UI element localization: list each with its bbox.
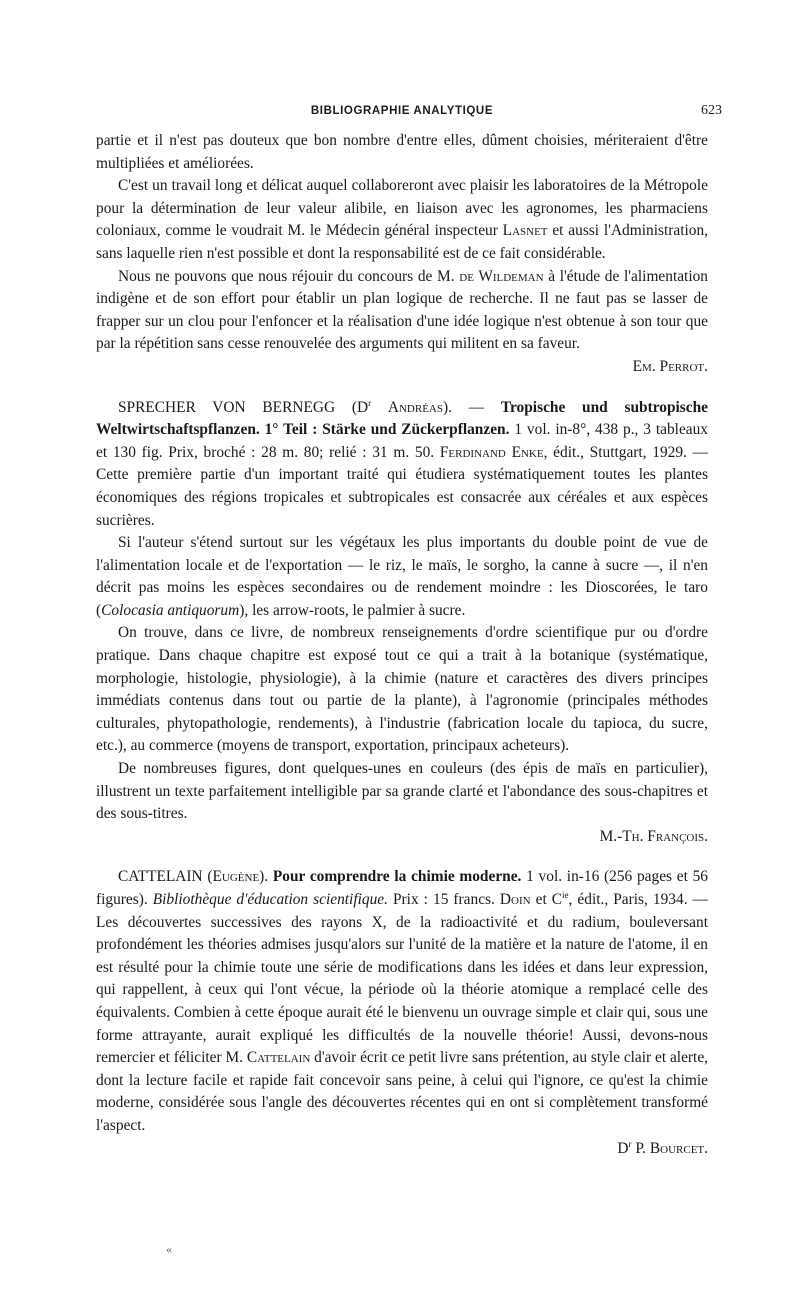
person-name-cattelain: Cattelain: [246, 1049, 311, 1067]
text-run: et C: [530, 891, 563, 908]
review-author: CATTELAIN (: [118, 868, 213, 886]
review-title: Pour comprendre la chimie moderne.: [272, 868, 522, 886]
publisher-name: Doin: [499, 891, 531, 908]
species-name: Colocasia antiquorum: [101, 601, 240, 619]
intro-paragraph-1: partie et il n'est pas douteux que bon nombre d'entre elles, dûment choisies, mériteraient d'être multipliées et améliorées.: [96, 132, 708, 172]
footer-mark: «: [166, 1242, 172, 1256]
signature-text: Em. Perrot.: [632, 357, 708, 375]
person-name-wildeman: de Wildeman: [459, 267, 544, 285]
text-run: ).: [259, 868, 273, 886]
review-author-first: Andréas: [387, 398, 443, 416]
review-sprecher-paragraph-2: [96, 532, 708, 622]
text-run: à l'étude de l'alimentation indigène et de son effort pour établir un plan logique de recherche. Il ne faut pas se lasser de frapper sur un clou pour l'enfoncer et la réalisation d'une idée logique n'est obtenue à son tour que par la répétition sans cesse renouvelée des arguments qui militent en sa faveur.: [96, 267, 708, 353]
signature-perrot: [96, 356, 708, 379]
text-run: C'est un travail long et délicat auquel collaboreront avec plaisir les laboratoires de la Métropole pour la détermination de leur valeur alibile, en liaison avec les agronomes, les pharmaciens coloniaux, comme le voudrait M. le Médecin général inspecteur: [96, 177, 708, 240]
superscript: r: [628, 1138, 632, 1149]
review-author: SPRECHER VON BERNEGG (D: [118, 398, 369, 416]
intro-paragraph-3: [96, 266, 708, 356]
text-run: ). —: [442, 398, 501, 416]
text-run: et aussi l'Administration, sans laquelle rien n'est possible et dont la responsabilité est de ce fait considérable.: [96, 222, 708, 262]
signature-text: M.-Th. François.: [599, 827, 708, 845]
signature-francois: [96, 826, 708, 849]
review-sprecher-paragraph-4: De nombreuses figures, dont quelques-unes en couleurs (des épis de maïs en particulier), illustrent un texte parfaitement intelligible par sa grande clarté et l'abondance des sous-chapitres et des sous-titres.: [96, 760, 708, 823]
text-run: Nous ne pouvons que nous réjouir du concours de M.: [118, 267, 460, 285]
person-name-lasnet: Lasnet: [502, 222, 548, 240]
text-run: 1 vol. in-16 (256 pages et 56 figures).: [96, 868, 708, 908]
text-run: , édit., Stuttgart, 1929. — Cette première partie d'un important traité qui étudiera systématiquement toutes les plantes économiques des régions tropicales et subtropicales est consacrée aux céréales et aux espèces sucrières.: [96, 443, 708, 529]
intro-paragraph-2: [96, 175, 708, 265]
review-cattelain: [96, 866, 708, 1137]
text-run: , édit., Paris, 1934. — Les découvertes successives des rayons X, de la radioactivité et du radium, bouleversant profondément les théories admises jusqu'alors sur l'unité de la matière et la nature de l'atome, il en est résulté pour la chimie toute une série de modifications dans les idées et dans leur expression, qui rappellent, à ceux qui l'ont vécue, la période où la théorie atomique a remplacé celle des équivalents. Combien à cette époque aurait été le bienvenu un ouvrage simple et clair qui, sous une forme attrayante, aurait expliqué les difficultés de la nouvelle théorie! Aussi, devons-nous remercier et féliciter M.: [96, 891, 708, 1067]
signature-text: P.: [631, 1139, 650, 1157]
review-title: Tropische und subtropische Weltwirtschaftspflanzen. 1° Teil : Stärke und Zückerpflanzen.: [96, 398, 709, 439]
document-page: [96, 100, 722, 1160]
publisher-name: Ferdinand Enke: [439, 443, 544, 461]
review-sprecher-paragraph-3: On trouve, dans ce livre, de nombreux renseignements d'ordre scientifique pur ou d'ordre pratique. Dans chaque chapitre est exposé tout ce qui a trait à la botanique (systématique, morphologie, histologie, physiologie), à la chimie (nature et caractères des divers principes immédiats contenus dans tout ou partie de la plante), à l'agronomie (principales méthodes culturales, phytopathologie, rendements), à l'industrie (fabrication locale du tapioca, du sucre, etc.), au commerce (moyens de transport, exportation, principaux acheteurs).: [96, 624, 708, 755]
text-run: Si l'auteur s'étend surtout sur les végétaux les plus importants du double point de vue de l'alimentation locale et de l'exportation — le riz, le maïs, le sorgho, la canne à sucre —, il n'en décrit pas moins les espèces secondaires ou de rendement moindre : les Dioscorées, le taro (: [96, 534, 708, 619]
review-sprecher: [96, 397, 708, 533]
signature-text: Bourcet.: [649, 1139, 708, 1157]
text-run: d'avoir écrit ce petit livre sans prétention, au style clair et alerte, dont la lecture facile et rapide fait concevoir sans peine, à celui qui l'ignore, ce qu'est la chimie moderne, considérée sous l'angle des découvertes récentes qui en ont si complètement transformé l'aspect.: [96, 1049, 708, 1134]
signature-text: D: [617, 1139, 629, 1157]
running-head-title: BIBLIOGRAPHIE ANALYTIQUE: [310, 105, 494, 117]
superscript: r: [368, 397, 372, 408]
text-run: Prix : 15 francs.: [387, 891, 500, 908]
running-head: [96, 100, 722, 126]
series-title: Bibliothèque d'éducation scientifique.: [152, 891, 388, 908]
page-number: 623: [701, 103, 722, 118]
text-run: 1 vol. in-8°, 438 p., 3 tableaux et 130 fig. Prix, broché : 28 m. 80; relié : 31 m. 50.: [96, 421, 708, 461]
text-run: ), les arrow-roots, le palmier à sucre.: [239, 601, 466, 619]
superscript: ie: [562, 889, 569, 900]
review-author-first: Eugène: [212, 868, 260, 886]
signature-bourcet: [96, 1138, 708, 1161]
